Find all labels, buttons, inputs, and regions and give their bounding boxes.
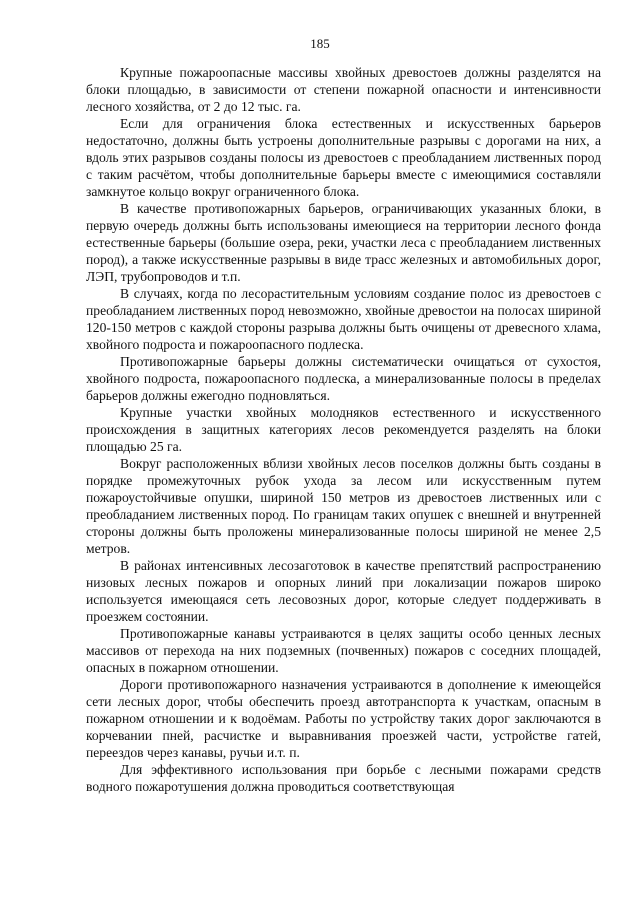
paragraph-3: В качестве противопожарных барьеров, ограничивающих указанных блоки, в первую очередь должны быть использованы имеющиеся на территории лесного фонда естественные барьеры (большие озера, реки, участки леса с преобладанием лиственных пород), а также искусственные разрывы в виде трасс железных и автомобильных дорог, ЛЭП, трубопроводов и т.п.: [86, 201, 601, 284]
page-number: 185: [310, 36, 330, 51]
paragraph-8: В районах интенсивных лесозаготовок в качестве препятствий распространению низовых лесных пожаров и опорных линий при локализации пожаров широко используется имеющаяся сеть лесовозных дорог, которые следует поддерживать в проезжем состоянии.: [86, 558, 601, 624]
paragraph-4: В случаях, когда по лесорастительным условиям создание полос из древостоев с преобладанием лиственных пород невозможно, хвойные древостои на полосах шириной 120-150 метров с каждой стороны разрыва должны быть очищены от древесного хлама, хвойного подроста и пожароопасного подлеска.: [86, 286, 601, 352]
paragraph-6: Крупные участки хвойных молодняков естественного и искусственного происхождения в защитных категориях лесов рекомендуется разделять на блоки площадью 25 га.: [86, 405, 601, 454]
paragraph-2: Если для ограничения блока естественных и искусственных барьеров недостаточно, должны быть устроены дополнительные разрывы с дорогами на них, а вдоль этих разрывов созданы полосы из древостоев с преобладанием лиственных пород с таким расчётом, чтобы дополнительные барьеры вместе с имеющимися составляли замкнутое кольцо вокруг ограниченного блока.: [86, 116, 601, 199]
paragraph-10: Дороги противопожарного назначения устраиваются в дополнение к имеющейся сети лесных дорог, чтобы обеспечить проезд автотранспорта к участкам, опасным в пожарном отношении и к водоёмам. Работы по устройству таких дорог заключаются в корчевании пней, расчистке и выравнивания проезжей части, устройстве гатей, переездов через канавы, ручьи и.т. п.: [86, 677, 601, 760]
paragraph-7: Вокруг расположенных вблизи хвойных лесов поселков должны быть созданы в порядке промежуточных рубок ухода за лесом или искусственным путем пожароустойчивые опушки, шириной 150 метров из древостоев лиственных или с преобладанием лиственных пород. По границам таких опушек с внешней и внутренней стороны должны быть проложены минерализованные полосы шириной не менее 2,5 метров.: [86, 456, 601, 556]
paragraph-5: Противопожарные барьеры должны систематически очищаться от сухостоя, хвойного подроста, пожароопасного подлеска, а минерализованные полосы в пределах барьеров должны ежегодно подновляться.: [86, 354, 601, 403]
paragraph-11: Для эффективного использования при борьбе с лесными пожарами средств водного пожаротушения должна проводиться соответствующая: [86, 762, 601, 794]
paragraph-1: Крупные пожароопасные массивы хвойных древостоев должны разделятся на блоки площадью, в зависимости от степени пожарной опасности и интенсивности лесного хозяйства, от 2 до 12 тыс. га.: [86, 65, 601, 114]
paragraph-9: Противопожарные канавы устраиваются в целях защиты особо ценных лесных массивов от перехода на них подземных (почвенных) пожаров с соседних площадей, опасных в пожарном отношении.: [86, 626, 601, 675]
body-text: [86, 64, 601, 795]
